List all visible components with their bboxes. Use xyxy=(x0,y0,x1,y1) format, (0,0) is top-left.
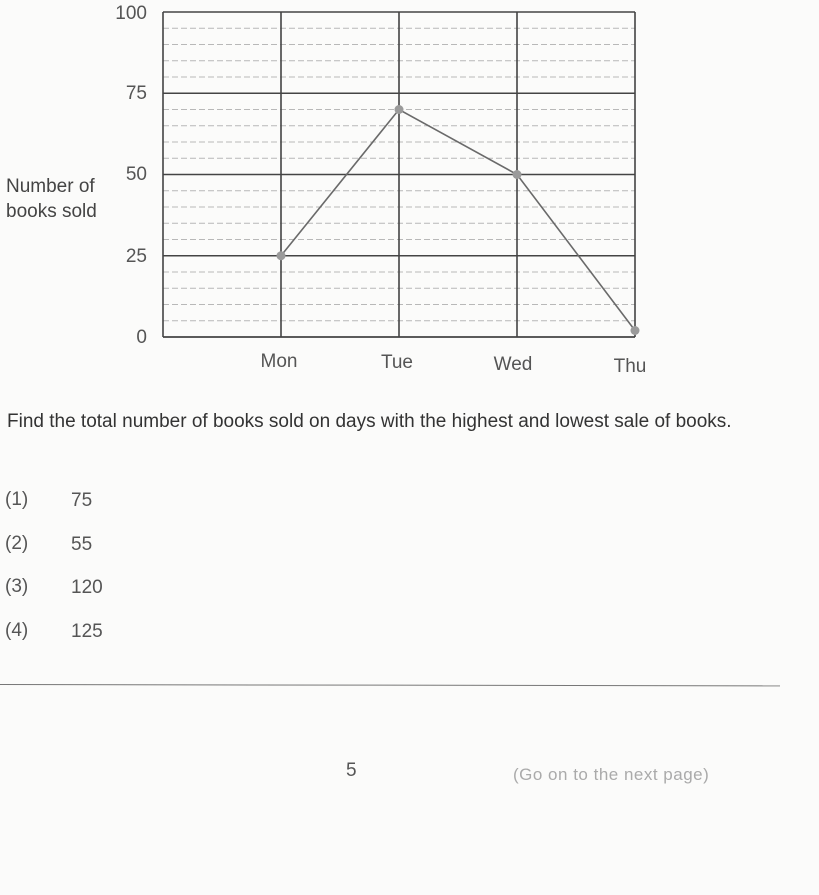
x-tick-label: Tue xyxy=(380,352,414,373)
option-number: (1) xyxy=(5,489,29,510)
option-value: 55 xyxy=(71,533,93,555)
x-tick-label: Mon xyxy=(260,351,298,372)
y-tick-label: 25 xyxy=(125,246,147,267)
series-line xyxy=(281,110,635,331)
option-value: 120 xyxy=(71,577,103,598)
data-point xyxy=(395,105,404,114)
x-tick-label: Thu xyxy=(613,356,647,377)
option-number: (4) xyxy=(5,619,29,641)
data-point xyxy=(513,170,522,179)
y-tick-label: 50 xyxy=(125,164,147,185)
y-axis-label: Number of books sold xyxy=(6,176,97,222)
option-value: 75 xyxy=(71,490,93,511)
y-tick-label: 0 xyxy=(136,327,147,348)
x-tick-label: Wed xyxy=(493,354,533,375)
next-page-note: (Go on to the next page) xyxy=(513,765,710,784)
y-tick-labels xyxy=(115,3,147,348)
option-number: (2) xyxy=(5,532,29,554)
question-text: Find the total number of books sold on days with the highest and lowest sale of books. xyxy=(7,411,732,432)
line-chart xyxy=(0,0,819,395)
divider xyxy=(0,684,780,686)
data-point xyxy=(631,326,640,335)
data-point xyxy=(277,251,286,260)
option-number: (3) xyxy=(5,576,29,597)
y-tick-label: 75 xyxy=(125,83,147,104)
page-number: 5 xyxy=(346,760,357,781)
y-tick-label: 100 xyxy=(115,3,147,24)
x-tick-labels xyxy=(261,351,647,377)
option-value: 125 xyxy=(71,620,103,642)
data-markers xyxy=(277,105,640,335)
